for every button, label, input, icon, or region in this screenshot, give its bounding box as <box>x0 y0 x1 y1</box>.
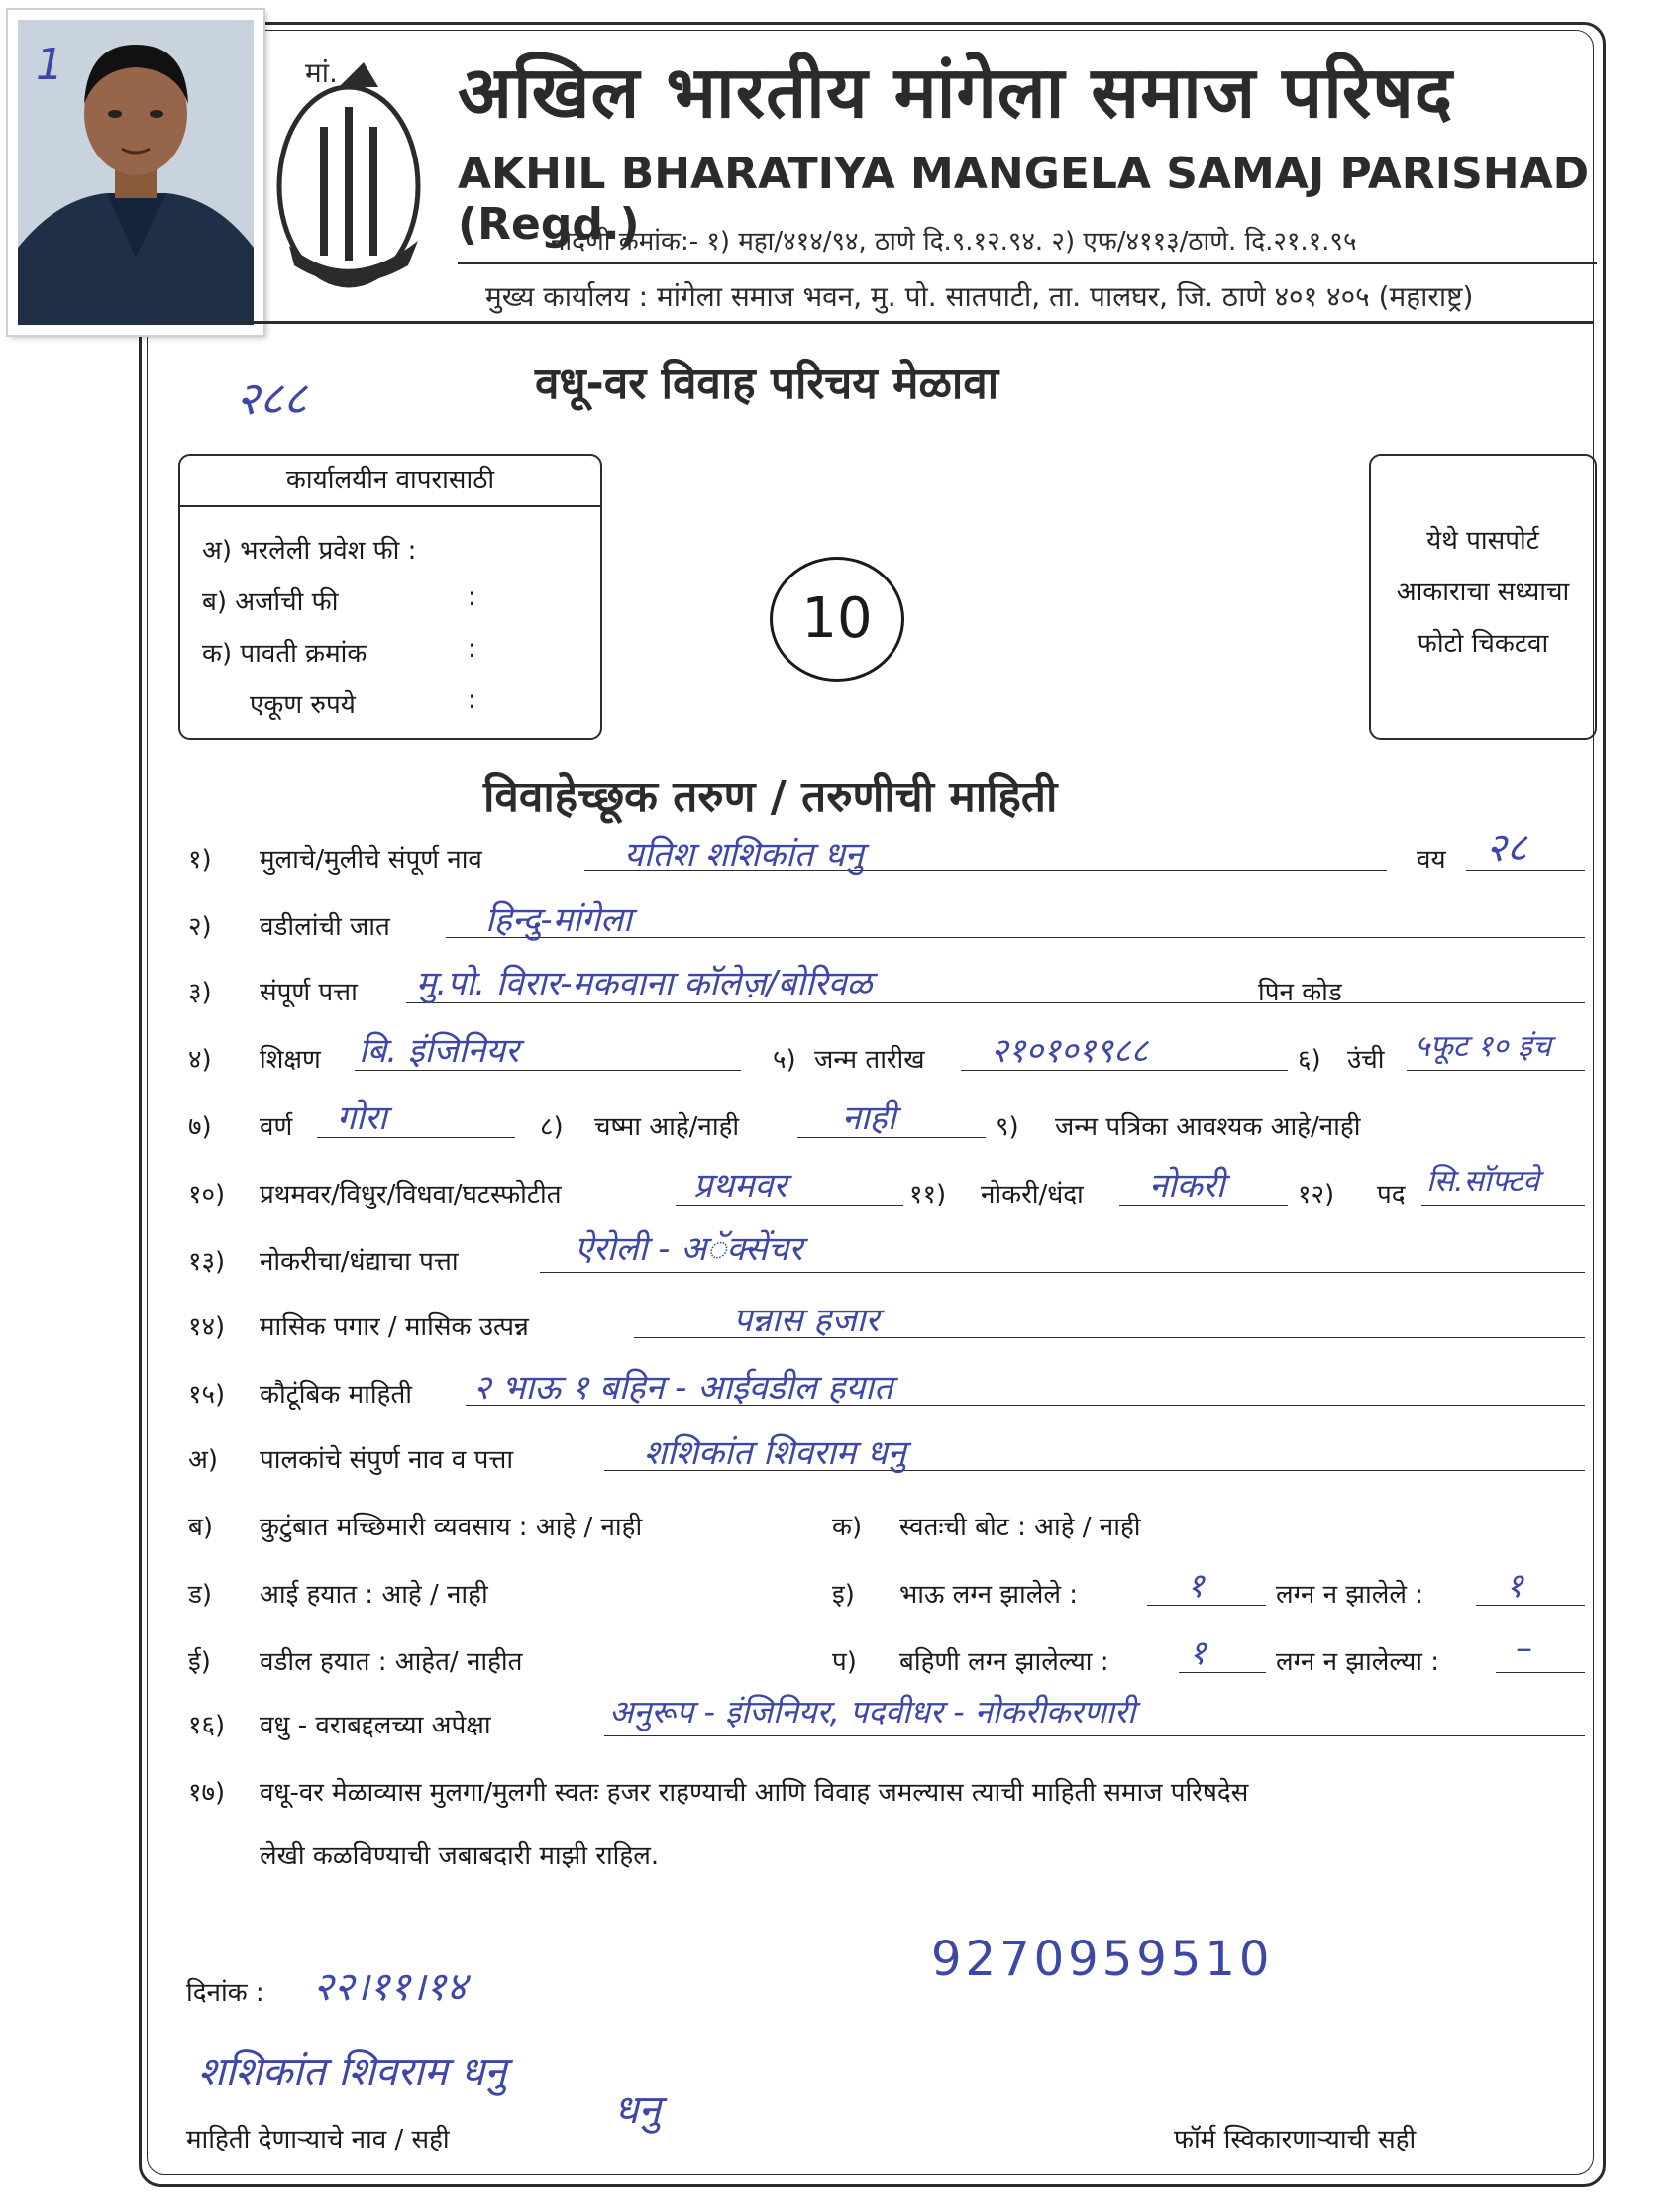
office-row-fee: अ) भरलेली प्रवेश फी : <box>202 536 417 566</box>
field-b-num: ब) <box>188 1513 213 1542</box>
photo-box-line-1: येथे पासपोर्ट <box>1426 526 1539 556</box>
field-4-value[interactable]: बि. इंजिनियर <box>359 1031 519 1071</box>
head-office-address: मुख्य कार्यालय : मांगेला समाज भवन, मु. पो. सातपाटी, ता. पालघर, जि. ठाणे ४०१ ४०५ (महाराष्ट्र) <box>485 280 1474 313</box>
field-17-line-2: लेखी कळविण्याची जबाबदारी माझी राहिल. <box>260 1841 660 1871</box>
field-d-num: ड) <box>188 1580 213 1610</box>
field-4-num: ४) <box>188 1045 212 1075</box>
field-1-value[interactable]: यतिश शशिकांत धनु <box>624 835 864 875</box>
field-8-label: चष्मा आहे/नाही <box>594 1112 740 1142</box>
photo-marker: 1 <box>36 40 63 90</box>
field-10-num: १०) <box>188 1180 226 1209</box>
field-13-label: नोकरीचा/धंद्याचा पत्ता <box>260 1247 459 1277</box>
height-value[interactable]: ५फूट १० इंच <box>1415 1029 1551 1064</box>
date-label: दिनांक : <box>186 1978 264 2008</box>
field-10-value[interactable]: प्रथमवर <box>693 1166 788 1206</box>
field-p-label: बहिणी लग्न झालेल्या : <box>899 1647 1109 1677</box>
field-9-label: जन्म पत्रिका आवश्यक आहे/नाही <box>1055 1112 1361 1142</box>
age-label: वय <box>1417 845 1446 875</box>
field-15-value[interactable]: २ भाऊ १ बहिन - आईवडील हयात <box>473 1368 893 1408</box>
field-3-label: संपूर्ण पत्ता <box>260 978 358 1007</box>
office-use-heading: कार्यालयीन वापरासाठी <box>180 456 600 507</box>
header-divider-2 <box>147 321 1593 324</box>
photo-box-line-2: आकाराचा सध्याचा <box>1396 577 1570 607</box>
field-e2-label: लग्न न झालेले : <box>1276 1580 1423 1610</box>
serial-number: २८८ <box>236 371 307 425</box>
field-p-num: प) <box>832 1647 857 1677</box>
field-2-num: २) <box>188 912 212 942</box>
field-16-label: वधु - वराबद्दलच्या अपेक्षा <box>260 1711 491 1740</box>
field-13-line <box>540 1272 1585 1273</box>
dob-value[interactable]: २१०१०१९८८ <box>991 1031 1149 1071</box>
field-7-label: वर्ण <box>260 1112 293 1142</box>
receiver-signature-label: फॉर्म स्विकारणाऱ्याची सही <box>1174 2125 1417 2154</box>
field-8-value[interactable]: नाही <box>842 1099 896 1138</box>
field-5-num: ५) <box>773 1045 796 1075</box>
field-13-num: १३) <box>188 1247 226 1277</box>
field-e2-line <box>1476 1605 1585 1606</box>
field-i-num: ई) <box>188 1647 211 1677</box>
field-k-num: क) <box>832 1513 863 1542</box>
field-e2-value[interactable]: १ <box>1506 1566 1523 1606</box>
phone-number[interactable]: 9270959510 <box>931 1932 1274 1987</box>
photo-placeholder-box <box>1369 454 1597 740</box>
org-name-marathi: अखिल भारतीय मांगेला समाज परिषद <box>458 51 1454 134</box>
field-1-label: मुलाचे/मुलीचे संपूर्ण नाव <box>260 845 482 875</box>
field-7-value[interactable]: गोरा <box>337 1099 387 1138</box>
field-15-num: १५) <box>188 1380 226 1410</box>
logo-text: मां. <box>305 56 338 89</box>
field-13-value[interactable]: ऐरोली - अॅक्सेंचर <box>575 1229 803 1269</box>
field-b-label: कुटुंबात मच्छिमारी व्यवसाय : आहे / नाही <box>260 1513 643 1542</box>
field-2-value[interactable]: हिन्दु-मांगेला <box>485 900 632 940</box>
field-12-num: १२) <box>1298 1180 1335 1209</box>
field-3-num: ३) <box>188 978 212 1007</box>
field-e-num: इ) <box>832 1580 855 1610</box>
field-a-label: पालकांचे संपुर्ण नाव व पत्ता <box>260 1445 514 1475</box>
office-use-box <box>178 454 602 740</box>
field-11-num: ११) <box>909 1180 947 1209</box>
field-11-label: नोकरी/धंदा <box>981 1180 1084 1209</box>
field-p2-line <box>1496 1672 1585 1673</box>
field-p2-value[interactable]: – <box>1516 1628 1532 1668</box>
dob-label: जन्म तारीख <box>814 1045 925 1075</box>
height-line <box>1407 1070 1585 1071</box>
field-a-value[interactable]: शशिकांत शिवराम धनु <box>644 1433 906 1473</box>
colon: : <box>468 685 476 715</box>
org-name-english: AKHIL BHARATIYA MANGELA SAMAJ PARISHAD (Regd.) <box>458 149 1590 250</box>
field-e-line <box>1147 1605 1266 1606</box>
registration-number: नोदणी क्रमांक:- १) महा/४१४/९४, ठाणे दि.९.१२.९४. २) एफ/४११३/ठाणे. दि.२१.१.९५ <box>551 227 1357 257</box>
field-p-value[interactable]: १ <box>1189 1633 1207 1673</box>
field-8-num: ८) <box>540 1112 564 1142</box>
office-row-application-fee: ब) अर्जाची फी <box>202 587 339 617</box>
field-12-line <box>1421 1205 1585 1206</box>
field-16-value[interactable]: अनुरूप - इंजिनियर, पदवीधर - नोकरीकरणारी <box>609 1693 1136 1731</box>
field-a-num: अ) <box>188 1445 219 1475</box>
informant-signature[interactable]: धनु <box>614 2087 661 2133</box>
office-row-receipt: क) पावती क्रमांक <box>202 639 368 669</box>
photo-box-line-3: फोटो चिकटवा <box>1417 629 1549 659</box>
field-11-value[interactable]: नोकरी <box>1149 1166 1225 1206</box>
field-i-label: वडील हयात : आहेत/ नाहीत <box>260 1647 523 1677</box>
field-k-label: स्वतःची बोट : आहे / नाही <box>899 1513 1141 1542</box>
field-14-label: मासिक पगार / मासिक उत्पन्न <box>260 1312 529 1342</box>
field-12-label: पद <box>1377 1180 1406 1209</box>
field-2-label: वडीलांची जात <box>260 912 390 942</box>
field-e-label: भाऊ लग्न झालेले : <box>899 1580 1078 1610</box>
form-title: वधू-वर विवाह परिचय मेळावा <box>535 359 999 409</box>
field-e-value[interactable]: १ <box>1187 1566 1205 1606</box>
informant-name[interactable]: शशिकांत शिवराम धनु <box>198 2049 507 2095</box>
field-10-label: प्रथमवर/विधुर/विधवा/घटस्फोटीत <box>260 1180 562 1209</box>
field-9-num: ९) <box>996 1112 1019 1142</box>
pincode-label: पिन कोड <box>1258 978 1342 1007</box>
field-14-value[interactable]: पन्नास हजार <box>733 1301 880 1340</box>
field-17-line-1: वधू-वर मेळाव्यास मुलगा/मुलगी स्वतः हजर राहण्याची आणि विवाह जमल्यास त्याची माहिती समाज परिषदेस <box>260 1778 1249 1808</box>
field-15-label: कौटूंबिक माहिती <box>260 1380 412 1410</box>
field-6-num: ६) <box>1298 1045 1321 1075</box>
boat-logo-icon <box>269 57 428 295</box>
age-value[interactable]: २८ <box>1486 825 1527 871</box>
field-14-num: १४) <box>188 1312 226 1342</box>
header-divider <box>458 262 1597 264</box>
field-16-num: १६) <box>188 1711 226 1740</box>
office-row-total: एकूण रुपये <box>250 690 356 720</box>
field-3-value[interactable]: मु.पो. विरार-मकवाना कॉलेज़/बोरिवळ <box>416 964 873 1003</box>
informant-label: माहिती देणाऱ्याचे नाव / सही <box>186 2125 450 2154</box>
section-title: विवाहेच्छूक तरुण / तरुणीची माहिती <box>483 772 1058 822</box>
colon: : <box>468 634 476 664</box>
field-1-num: १) <box>188 845 212 875</box>
field-p2-label: लग्न न झालेल्या : <box>1276 1647 1440 1677</box>
field-d-label: आई हयात : आहे / नाही <box>260 1580 488 1610</box>
field-4-label: शिक्षण <box>260 1045 321 1075</box>
field-12-value[interactable]: सि.सॉफ्टवे <box>1426 1164 1539 1199</box>
field-7-num: ७) <box>188 1112 212 1142</box>
colon: : <box>468 582 476 612</box>
field-17-num: १७) <box>188 1778 226 1808</box>
field-16-line <box>604 1735 1585 1736</box>
height-label: उंची <box>1347 1045 1385 1075</box>
date-value[interactable]: २२।११।१४ <box>313 1964 468 2010</box>
circled-number: 10 <box>770 557 904 682</box>
